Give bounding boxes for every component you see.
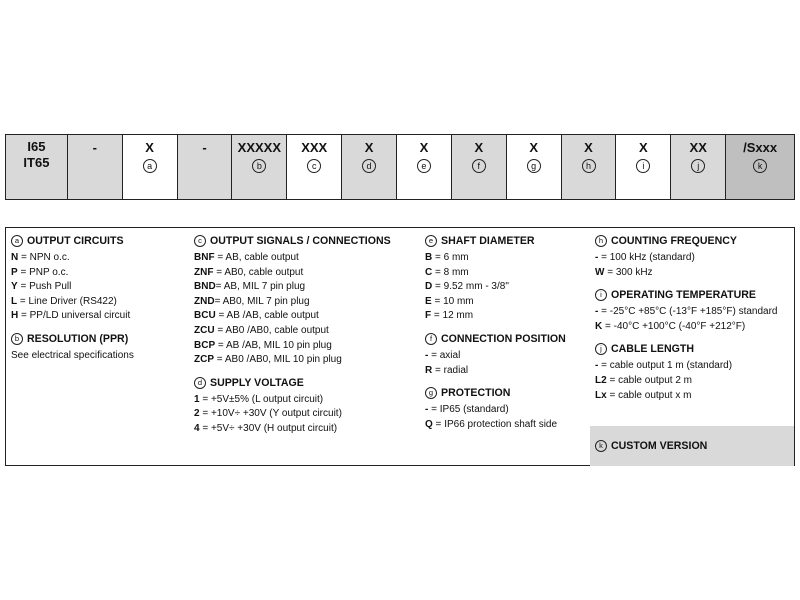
code-cell-text: - [92, 140, 97, 155]
list-item: E = 10 mm [425, 295, 474, 307]
code-cell-k [726, 135, 794, 199]
code-cell-a [123, 135, 178, 199]
circle-label-a: a [11, 235, 23, 247]
legend-column-4 [595, 234, 778, 411]
list-item: - = axial [425, 349, 461, 361]
code-cell-c [287, 135, 342, 199]
circle-label-f: f [425, 333, 437, 345]
section-title: COUNTING FREQUENCY [611, 235, 737, 247]
list-item: W = 300 kHz [595, 266, 653, 278]
circle-label-h: h [595, 235, 607, 247]
list-item: L2 = cable output 2 m [595, 374, 693, 386]
code-cell-i [616, 135, 671, 199]
list-item: P = PNP o.c. [11, 266, 69, 278]
circle-label-j: j [595, 343, 607, 355]
code-cell-model-line2: IT65 [23, 155, 50, 170]
circle-label-c: c [307, 159, 321, 173]
list-item: 4 = +5V÷ +30V (H output circuit) [194, 422, 338, 434]
section-shaft-diameter [425, 234, 566, 324]
code-cell-model [6, 135, 68, 199]
code-cell-f [452, 135, 507, 199]
list-item: D = 9.52 mm - 3/8" [425, 281, 509, 293]
list-item: 2 = +10V÷ +30V (Y output circuit) [194, 408, 342, 420]
legend-column-3 [425, 234, 566, 440]
ordering-code-strip [5, 134, 795, 200]
circle-label-g: g [527, 159, 541, 173]
circle-label-e: e [417, 159, 431, 173]
section-custom-version [590, 426, 794, 466]
section-title: SHAFT DIAMETER [441, 235, 535, 247]
section-counting-frequency [595, 234, 778, 280]
code-cell-text: X [364, 140, 374, 155]
list-item: ZND= AB0, MIL 7 pin plug [194, 295, 310, 307]
section-title: SUPPLY VOLTAGE [210, 376, 304, 389]
code-cell-model-line1: I65 [27, 139, 46, 154]
circle-label-i: i [595, 289, 607, 301]
list-item: C = 8 mm [425, 266, 469, 278]
circle-label-e: e [425, 235, 437, 247]
list-item: H = PP/LD universal circuit [11, 310, 131, 322]
list-item: ZNF = AB0, cable output [194, 266, 304, 278]
code-cell-text: - [202, 140, 207, 155]
section-title: OUTPUT CIRCUITS [27, 235, 124, 247]
code-cell-text: XX [689, 140, 707, 155]
code-cell-g [507, 135, 562, 199]
list-item: K = -40°C +100°C (-40°F +212°F) [595, 320, 746, 332]
code-cell-e [397, 135, 452, 199]
list-item: 1 = +5V±5% (L output circuit) [194, 393, 324, 405]
code-cell-text: XXXXX [237, 140, 282, 155]
list-item: R = radial [425, 364, 469, 376]
legend-column-1 [11, 234, 134, 372]
code-cell-text: X [145, 140, 154, 155]
list-item: F = 12 mm [425, 310, 474, 322]
circle-label-a: a [143, 159, 157, 173]
circle-label-d: d [362, 159, 376, 173]
circle-label-k: k [595, 440, 607, 452]
section-cable-length [595, 342, 778, 403]
list-item: - = -25°C +85°C (-13°F +185°F) standard [595, 306, 778, 318]
section-connection-position [425, 332, 566, 378]
section-title: OUTPUT SIGNALS / CONNECTIONS [210, 235, 391, 247]
code-cell-text: /Sxxx [743, 140, 778, 155]
section-operating-temperature [595, 288, 778, 334]
circle-label-i: i [636, 159, 650, 173]
list-item: L = Line Driver (RS422) [11, 295, 117, 307]
code-cell-text: XXX [301, 140, 328, 155]
code-cell-dash-1 [68, 135, 123, 199]
section-resolution [11, 332, 134, 364]
section-title: CABLE LENGTH [611, 343, 694, 356]
list-item: - = 100 kHz (standard) [595, 252, 695, 263]
circle-label-c: c [194, 235, 206, 247]
circle-label-f: f [472, 159, 486, 173]
list-item: Lx = cable output x m [595, 389, 692, 401]
code-cell-j [671, 135, 726, 199]
circle-label-h: h [582, 159, 596, 173]
section-title: RESOLUTION (PPR) [27, 332, 129, 345]
list-item: ZCP = AB0 /AB0, MIL 10 pin plug [194, 354, 342, 366]
code-cell-text: X [419, 140, 429, 155]
legend-box [5, 227, 795, 466]
list-item: Y = Push Pull [11, 281, 72, 293]
code-cell-d [342, 135, 397, 199]
legend-column-2 [194, 234, 391, 445]
circle-label-d: d [194, 377, 206, 389]
list-item: Q = IP66 protection shaft side [425, 418, 558, 430]
list-item: B = 6 mm [425, 252, 469, 263]
section-output-signals [194, 234, 391, 368]
resolution-note: See electrical specifications [11, 349, 134, 361]
section-title: CONNECTION POSITION [441, 332, 566, 345]
section-protection [425, 386, 566, 432]
list-item: - = IP65 (standard) [425, 404, 509, 416]
circle-label-b: b [252, 159, 266, 173]
circle-label-g: g [425, 387, 437, 399]
code-cell-text: X [584, 140, 593, 155]
list-item: BNF = AB, cable output [194, 252, 299, 263]
section-output-circuits [11, 234, 134, 324]
list-item: ZCU = AB0 /AB0, cable output [194, 324, 329, 336]
code-cell-dash-2 [178, 135, 233, 199]
circle-label-k: k [753, 159, 767, 173]
list-item: - = cable output 1 m (standard) [595, 360, 733, 372]
list-item: BCU = AB /AB, cable output [194, 310, 319, 322]
list-item: BCP = AB /AB, MIL 10 pin plug [194, 339, 332, 351]
code-cell-b [232, 135, 287, 199]
circle-label-b: b [11, 333, 23, 345]
code-cell-text: X [639, 140, 648, 155]
code-cell-h [562, 135, 617, 199]
list-item: N = NPN o.c. [11, 252, 70, 263]
section-title: OPERATING TEMPERATURE [611, 289, 756, 302]
code-cell-text: X [474, 140, 484, 155]
circle-label-j: j [691, 159, 705, 173]
section-title: CUSTOM VERSION [611, 440, 708, 452]
section-title: PROTECTION [441, 387, 511, 400]
list-item: BND= AB, MIL 7 pin plug [194, 281, 306, 293]
code-cell-text: X [529, 140, 538, 155]
section-supply-voltage [194, 376, 391, 437]
